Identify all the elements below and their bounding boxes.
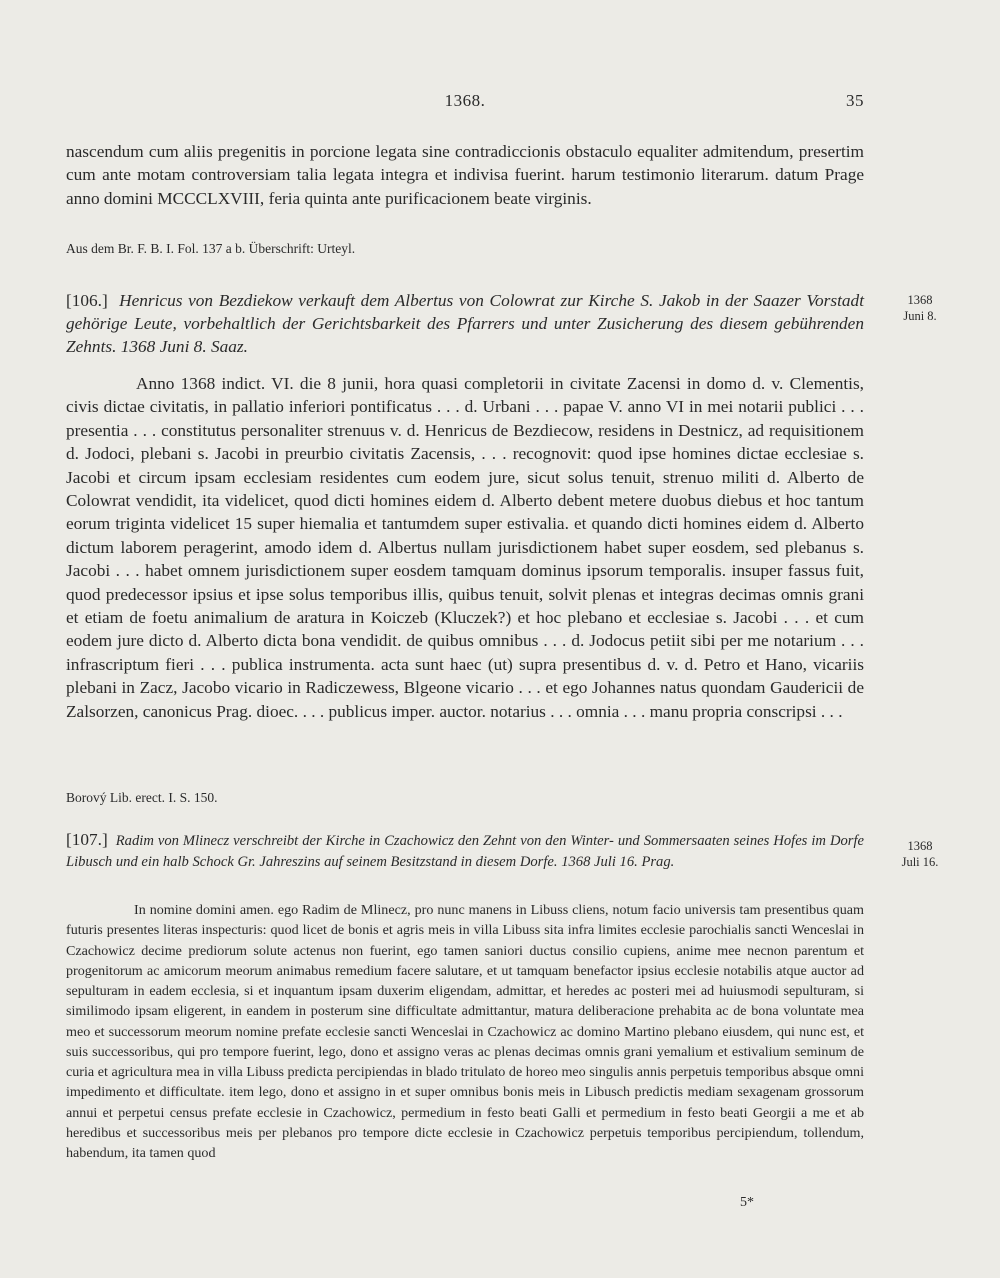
regest-106 [66,289,864,358]
source-note-106: Borový Lib. erect. I. S. 150. [66,790,218,805]
margin-day-107: Juli 16. [901,855,939,869]
page-number: 35 [846,91,864,110]
document-number-107: [107.] [66,830,108,849]
regest-title-107: Radim von Mlinecz verschreibt der Kirche in Czachowicz den Zehnt von den Winter- und Sommersaaten seines Hofes im Dorfe Libusch und ein halb Schock Gr. Jahreszins auf seinem Besitzstand in diesem Dorfe. 1368 Juli 16. Prag. [66,833,864,870]
regest-title-106: Henricus von Bezdiekow verkauft dem Albertus von Colowrat zur Kirche S. Jakob in der Saazer Vorstadt gehörige Leute, vorbehaltlich der Gerichtsbarkeit des Pfarrers und unter Zusicherung des diesem gebührenden Zehnts. 1368 Juni 8. Saaz. [66,291,865,356]
margin-day-106: Juni 8. [903,309,937,323]
margin-year-106: 1368 [907,293,933,307]
document-body-107 [66,900,864,1163]
source-note-1: Aus dem Br. F. B. I. Fol. 137 a b. Überschrift: Urteyl. [66,241,356,256]
margin-year-107: 1368 [907,839,933,853]
margin-date-107 [880,838,960,870]
continuation-paragraph: nascendum cum aliis pregenitis in porcione legata sine contradiccionis obstaculo equaliter admitendum, presertim cum ante motam controversiam talia legata integra et indivisa fuerint. harum testimonio literarum. datum Prage anno domini MCCCLXVIII, feria quinta ante purificacionem beate virginis. [66,142,864,208]
margin-date-106 [880,292,960,324]
running-head-year: 1368. [444,91,486,110]
document-number-106: [106.] [66,291,108,310]
regest-107 [66,830,864,872]
document-text-106: Anno 1368 indict. VI. die 8 junii, hora quasi completorii in civitate Zacensi in domo d. v. Clementis, civis dictae civitatis, in pallatio inferiori pontificatus . . . d. Urbani . . . papae V. anno VI in mei notarii publici . . . presentia . . . constitutus personaliter strenuus v. d. Henricus de Bezdiecow, residens in Destnicz, ad requisitionem d. Jodoci, plebani s. Jacobi in preurbio civitatis Zacensis, . . . recognovit: quod ipse homines dictae ecclesiae s. Jacobi et circum ipsam ecclesiam residentes cum eodem jure, sicut solus tenuit, strenuo militi d. Alberto de Colowrat vendidit, ita videlicet, quod dicti homines eidem d. Alberto debent metere duobus diebus et hoc tantum eorum triginta videlicet 15 super hiemalia et tantumdem super estivalia. et quando dicti homines eidem d. Alberto dictum laborem peragerint, amodo idem d. Albertus nullam jurisdictionem habet super eosdem, sed plebanus s. Jacobi . . . habet omnem jurisdictionem super eosdem tamquam dominus ipsorum temporalis. insuper fassus fuit, quod predecessor ipsius et ipse solus temporibus illis, quibus tenuit, solvit plenas et integras decimas omnis grani et etiam de foetu animalium de aratura in Koiczeb (Kluczek?) et hoc plebano et ecclesiae s. Jacobi . . . et cum eodem jure dicto d. Alberto dicta bona vendidit. de quibus omnibus . . . d. Jodocus petiit sibi per me notarium . . . infrascriptum fieri . . . publica instrumenta. acta sunt haec (ut) supra presentibus d. v. d. Petro et Hano, vicariis plebani in Zacz, Jacobo vicario in Radiczewess, Blgeone vicario . . . et ego Johannes natus quondam Gaudericii de Zalsorzen, canonicus Prag. dioec. . . . publicus imper. auctor. notarius . . . omnia . . . manu propria conscripsi . . . [66,374,864,721]
document-body-106 [66,372,864,723]
signature-mark: 5* [740,1195,754,1210]
page-header [66,91,864,115]
document-text-107: In nomine domini amen. ego Radim de Mlinecz, pro nunc manens in Libuss cliens, notum facio universis tam presentibus quam futuris presentes literas inspecturis: quod licet de bonis et agris meis in villa Libuss sita infra limites ecclesie parochialis sancti Wenceslai in Czachowicz decime prediorum solute actenus non fuerint, ego tamen saniori ductus consilio cupiens, anime mee necnon parentum et progenitorum ac amicorum meorum animabus remedium facere salutare, et ut tamquam benefactor ipsius ecclesie notabilis atque auctor ad sepulturam in eadem ecclesia, si et inquantum ipsam duxerim eligendam, admittar, et heredes ac posteri mei ad huiusmodi sepulturam, si similimodo ipsam eligerent, in eandem in posterum sine difficultate admittantur, matura deliberacione prehabita ac de bona voluntate mea meo et successorum meorum nomine prefate ecclesie sancti Wenceslai in Czachowicz ac domino Martino plebano eiusdem, qui nunc est, et suis successoribus, qui pro tempore fuerint, lego, dono et assigno veras ac plenas decimas omnis grani yemalium et estivalium seminum de curia et agricultura mea in villa Libuss predicta percipiendas in blado tritulato de horeo meo singulis annis perpetuis temporibus absque omni impedimento et difficultate. item lego, dono et assigno in et super omnibus bonis meis in Libusch predictis mediam sexagenam grossorum annui et perpetui census prefate ecclesie in Czachowicz, permedium in festo beati Galli et permedium in festo beati Georgii a me et ab heredibus et successoribus meis per plebanos pro tempore dicte ecclesie in Czachowicz perpetuis temporibus percipiendum, tollendum, habendum, ita tamen quod [66,902,864,1161]
